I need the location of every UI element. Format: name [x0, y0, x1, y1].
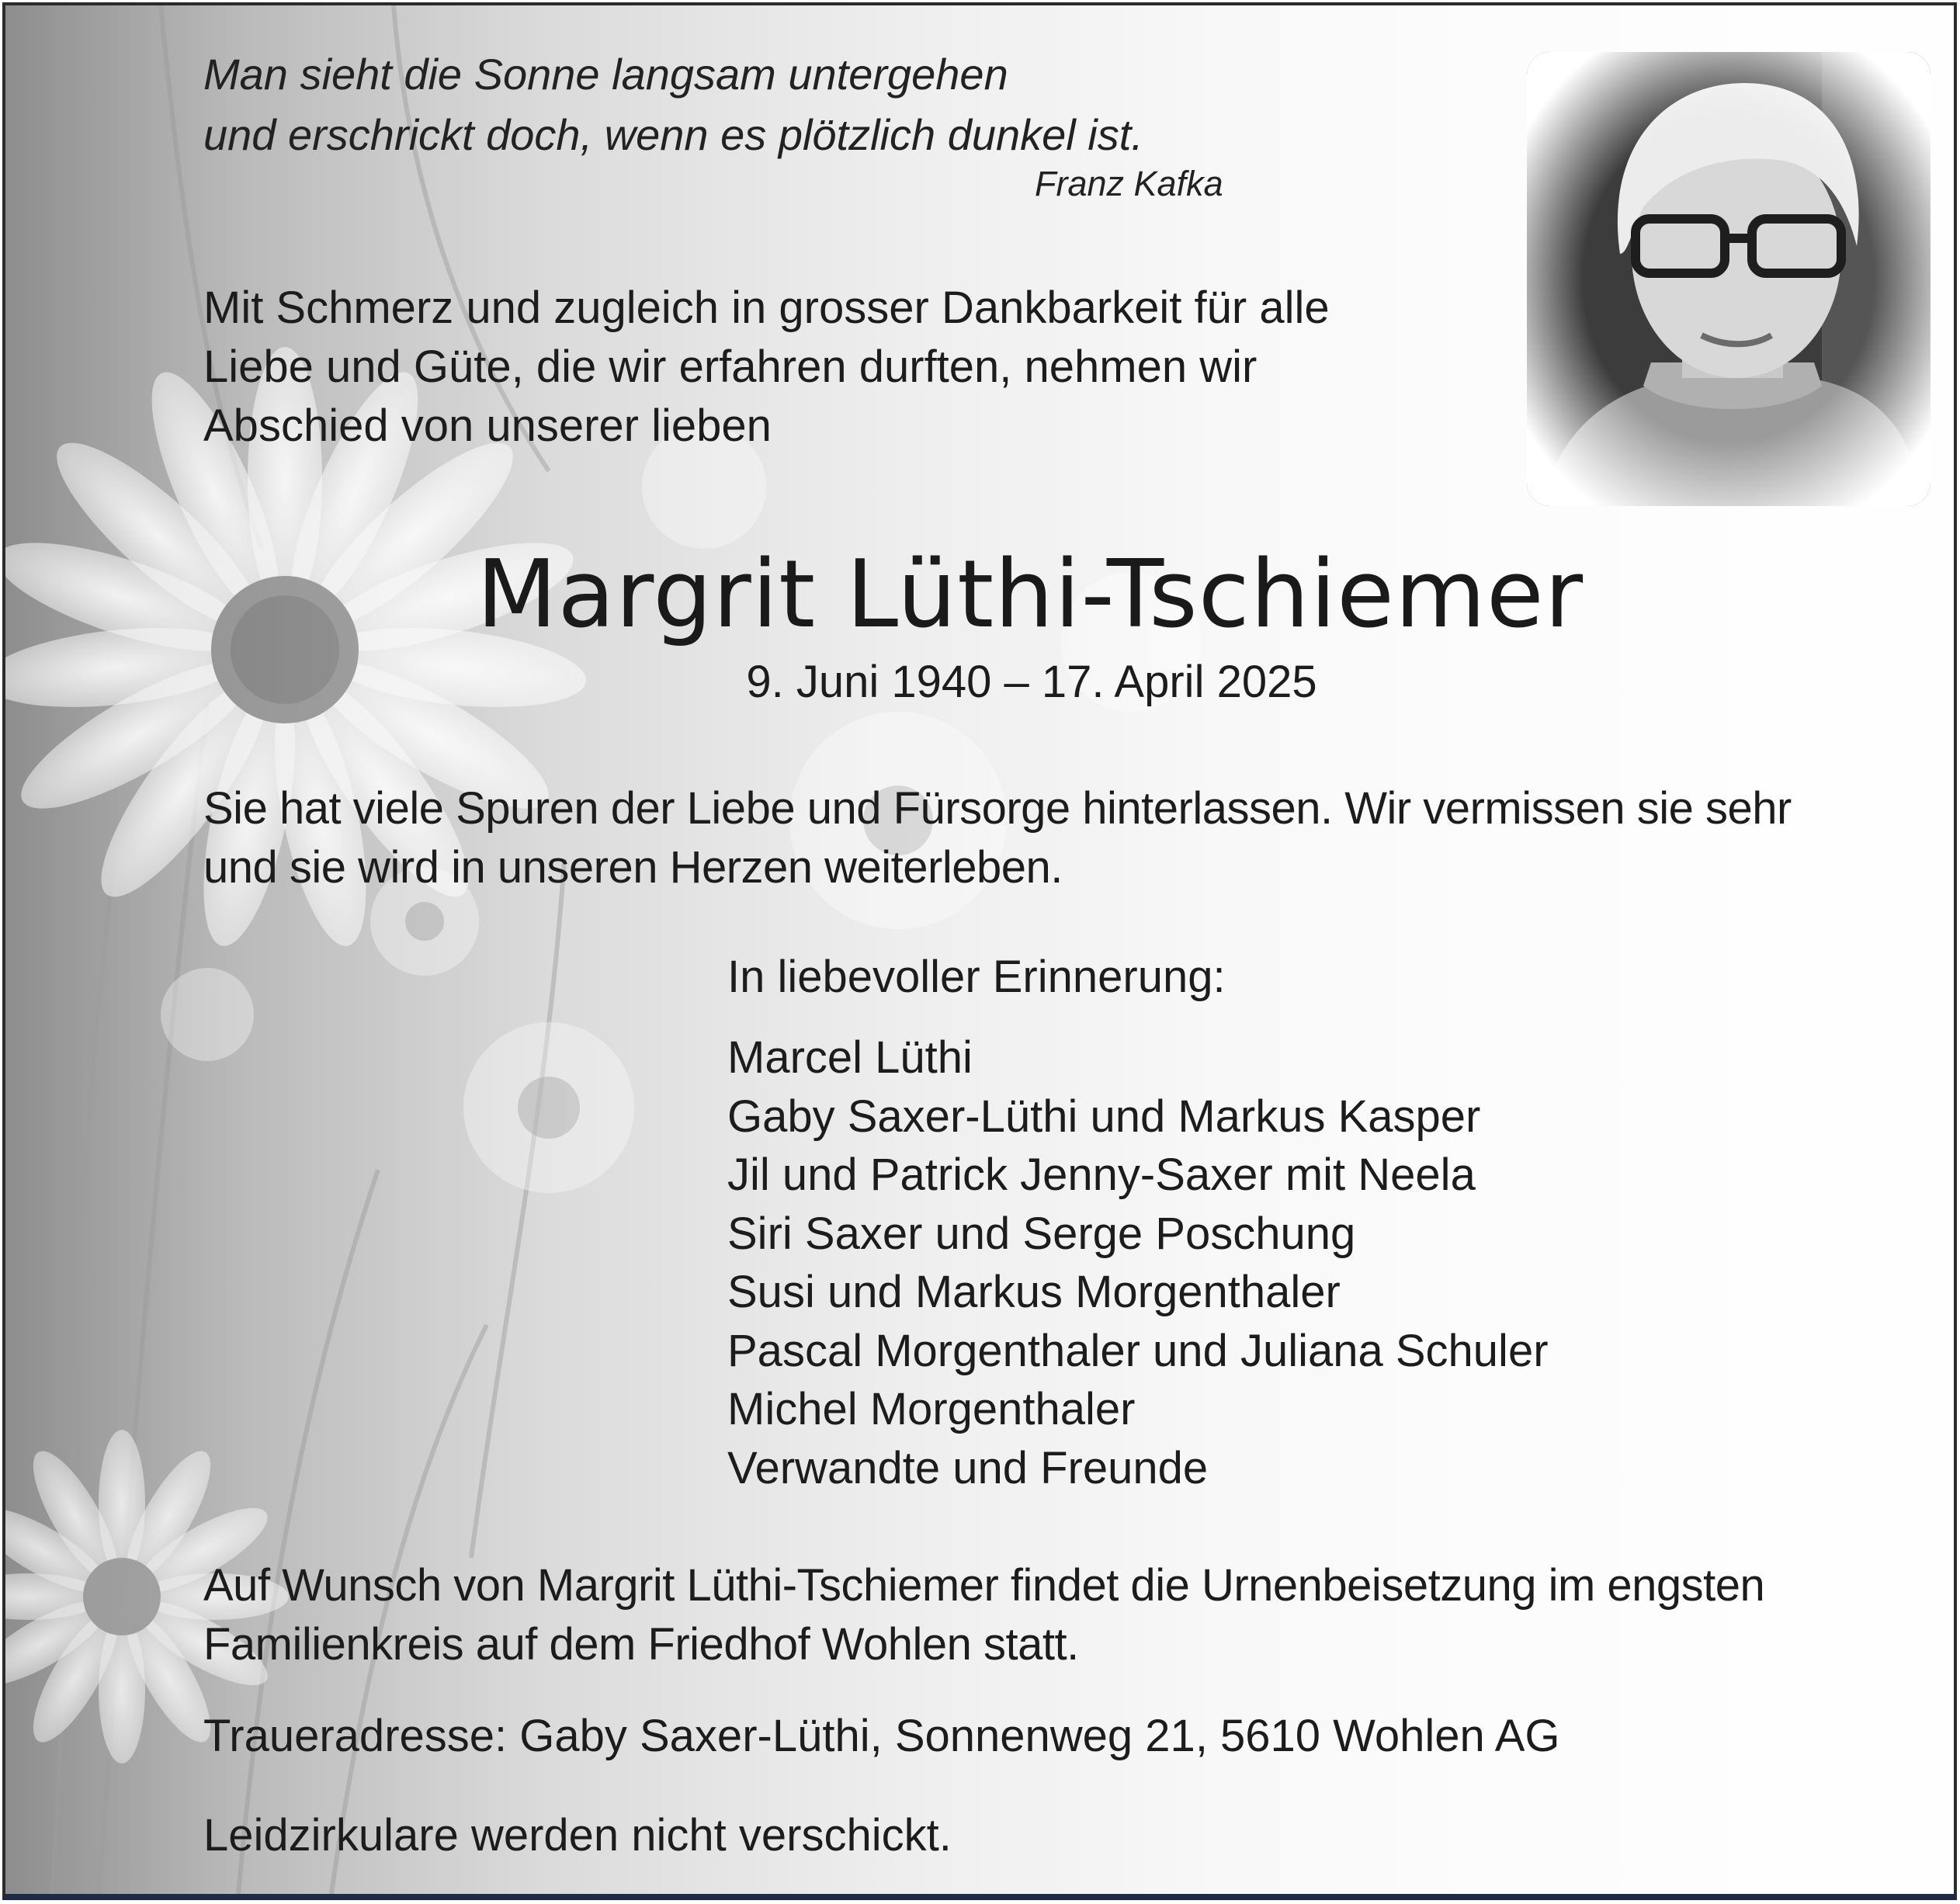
- obituary-card: [2, 2, 1957, 1900]
- kafka-quote: Man sieht die Sonne langsam untergehen und erschrickt doch, wenn es plötzlich dunkel ist.: [203, 50, 1143, 159]
- mourning-address: Traueradresse: Gaby Saxer-Lüthi, Sonnenweg 21, 5610 Wohlen AG: [203, 1711, 1560, 1761]
- mourner-item: Gaby Saxer-Lüthi und Markus Kasper: [727, 1091, 1481, 1142]
- quote-author: Franz Kafka: [1035, 164, 1223, 203]
- mourner-item: Michel Morgenthaler: [727, 1384, 1136, 1434]
- memorial-message: Sie hat viele Spuren der Liebe und Fürsorge hinterlassen. Wir vermissen sie sehr und sie wird in unseren Herzen weiterleben.: [203, 783, 1792, 893]
- mourner-item: Jil und Patrick Jenny-Saxer mit Neela: [727, 1150, 1476, 1200]
- mourner-item: Siri Saxer und Serge Poschung: [727, 1208, 1356, 1259]
- mourner-item: Marcel Lüthi: [727, 1032, 973, 1083]
- mourner-item: Susi und Markus Morgenthaler: [727, 1267, 1341, 1317]
- remembrance-heading: In liebevoller Erinnerung:: [727, 952, 1226, 1002]
- deceased-name: Margrit Lüthi-Tschiemer: [476, 541, 1584, 649]
- intro-text: Mit Schmerz und zugleich in grosser Dankbarkeit für alle Liebe und Güte, die wir erfahren durften, nehmen wir Abschied von unserer lieben: [203, 283, 1330, 451]
- portrait-photo: [1527, 52, 1931, 506]
- mourner-item: Verwandte und Freunde: [727, 1442, 1209, 1493]
- mourners-list: [727, 1028, 1549, 1497]
- mourner-item: Pascal Morgenthaler und Juliana Schuler: [727, 1325, 1549, 1376]
- burial-notice: Auf Wunsch von Margrit Lüthi-Tschiemer findet die Urnenbeisetzung im engsten Familienkreis auf dem Friedhof Wohlen statt.: [203, 1560, 1765, 1670]
- no-circulars-notice: Leidzirkulare werden nicht verschickt.: [203, 1810, 952, 1861]
- life-dates: 9. Juni 1940 – 17. April 2025: [746, 657, 1317, 707]
